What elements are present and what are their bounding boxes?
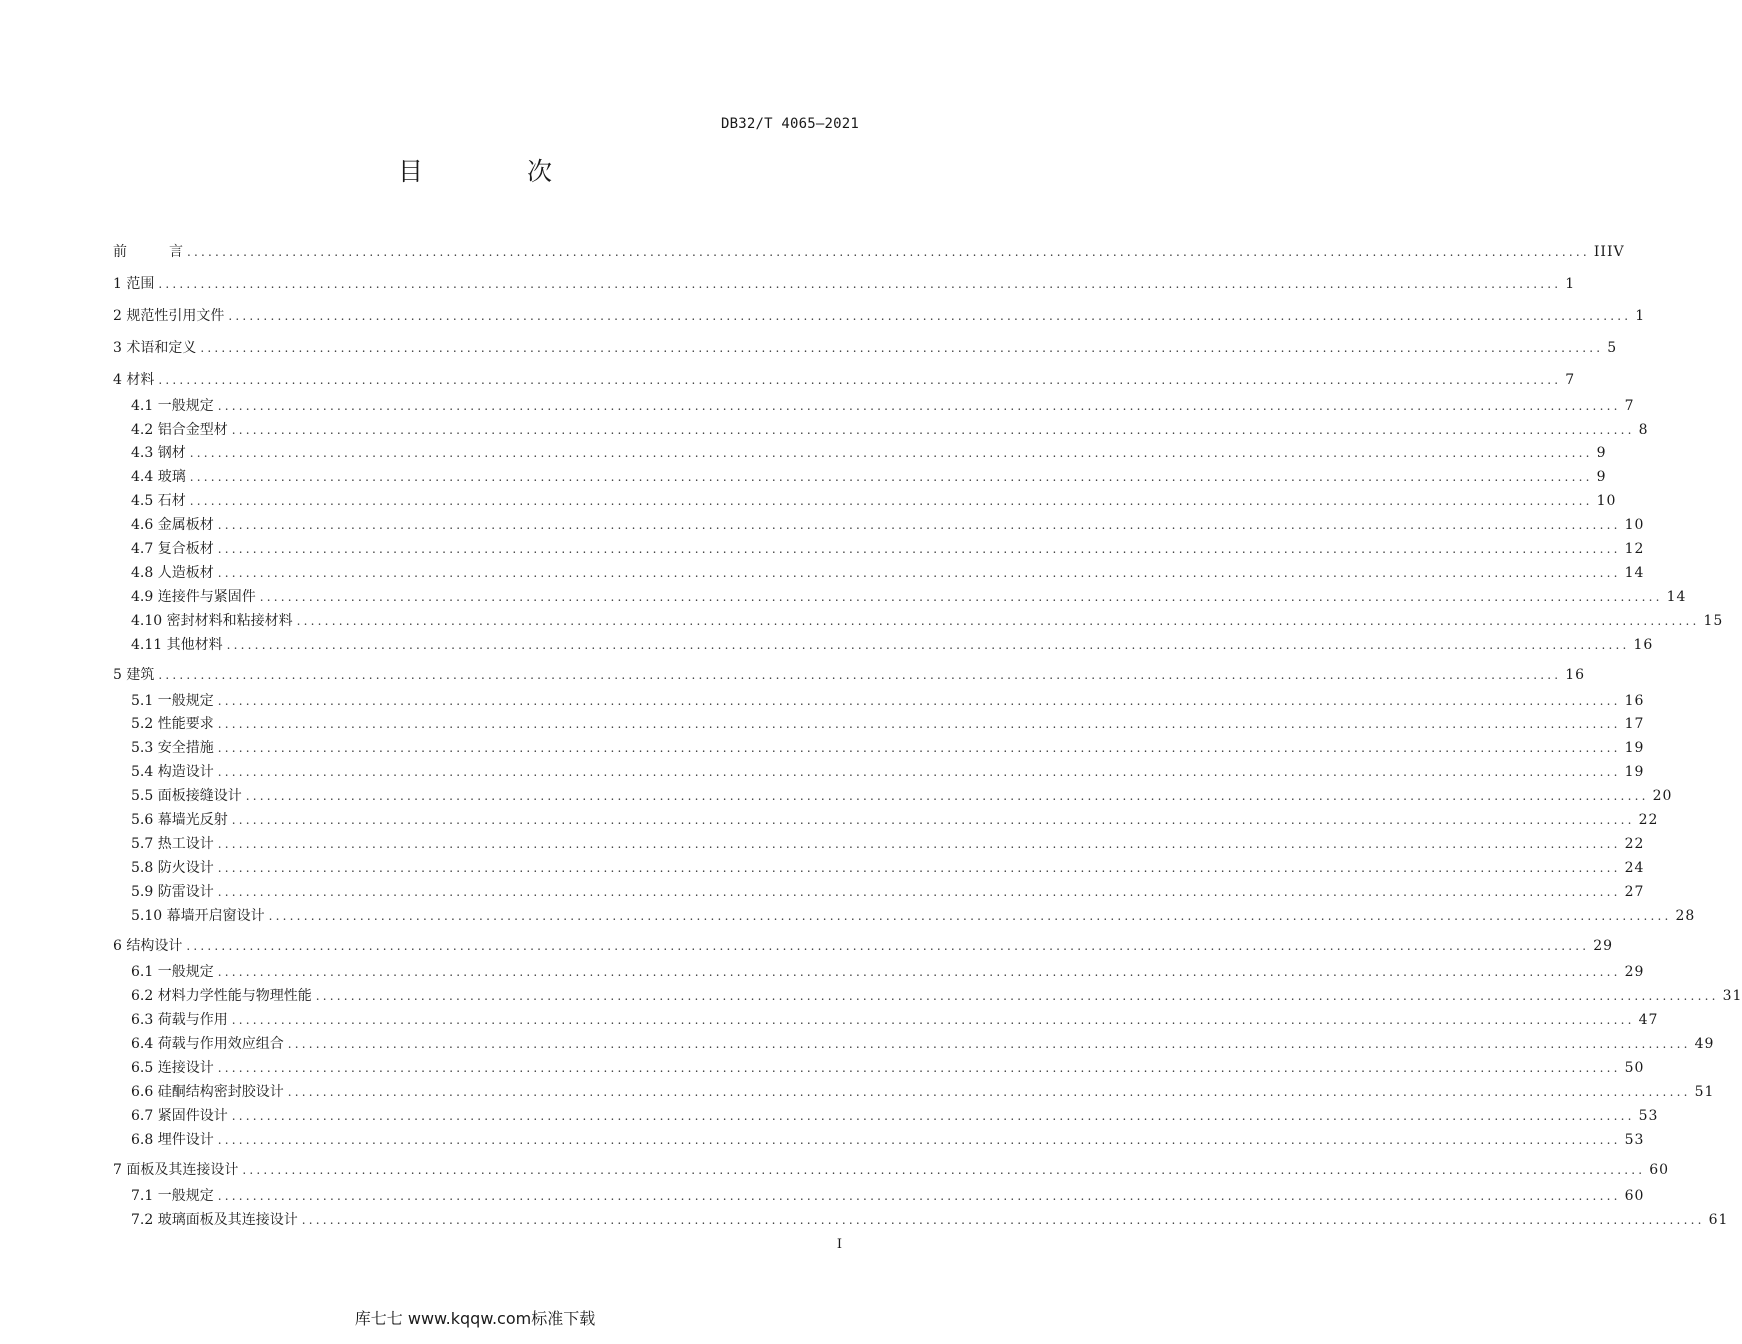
- toc-leader-dots: ........................................................................................................................................................................................................: [301, 1213, 1705, 1227]
- toc-entry-page: 5: [1607, 340, 1618, 356]
- toc-entry-label: 5.3 安全措施: [131, 740, 214, 756]
- toc-entry-page: 14: [1624, 565, 1645, 581]
- toc-leader-dots: ........................................................................................................................................................................................................: [231, 1013, 1635, 1027]
- toc-leader-dots: ........................................................................................................................................................................................................: [231, 1109, 1635, 1123]
- toc-leader-dots: ........................................................................................................................................................................................................: [245, 789, 1649, 803]
- toc-entry-page: 7: [1565, 372, 1576, 388]
- toc-entry-label: 6.3 荷载与作用: [131, 1012, 228, 1028]
- toc-entry-page: 60: [1649, 1162, 1670, 1178]
- toc-entry-page: 19: [1624, 740, 1645, 756]
- toc-entry[interactable]: [0, 562, 1645, 584]
- toc-entry[interactable]: [0, 833, 1645, 855]
- toc-entry-page: 17: [1624, 716, 1645, 732]
- toc-leader-dots: ........................................................................................................................................................................................................: [187, 245, 1590, 259]
- toc-leader-dots: ........................................................................................................................................................................................................: [217, 765, 1621, 779]
- toc-leader-dots: ........................................................................................................................................................................................................: [217, 1189, 1621, 1203]
- toc-entry[interactable]: [0, 490, 1617, 512]
- toc-entry[interactable]: [0, 273, 1576, 295]
- toc-entry[interactable]: [0, 1009, 1659, 1031]
- toc-entry[interactable]: [0, 761, 1645, 783]
- toc-entry-page: 9: [1596, 469, 1607, 485]
- toc-entry-label: 5.9 防雷设计: [131, 884, 214, 900]
- toc-entry-label: 4 材料: [113, 372, 155, 388]
- toc-leader-dots: ........................................................................................................................................................................................................: [217, 885, 1621, 899]
- toc-entry[interactable]: [0, 857, 1645, 879]
- toc-entry-label: 6.7 紧固件设计: [131, 1108, 228, 1124]
- toc-entry-label: 5.1 一般规定: [131, 693, 214, 709]
- toc-entry-label: 7 面板及其连接设计: [113, 1162, 239, 1178]
- toc-entry-page: 31: [1722, 988, 1742, 1004]
- toc-entry[interactable]: [0, 395, 1635, 417]
- toc-leader-dots: ........................................................................................................................................................................................................: [231, 813, 1635, 827]
- toc-entry-page: 61: [1708, 1212, 1729, 1228]
- toc-leader-dots: ........................................................................................................................................................................................................: [158, 277, 1562, 291]
- toc-leader-dots: ........................................................................................................................................................................................................: [217, 694, 1621, 708]
- toc-entry-label: 6.8 埋件设计: [131, 1132, 214, 1148]
- toc-entry-label: 4.10 密封材料和粘接材料: [131, 613, 293, 629]
- toc-entry-label: 4.1 一般规定: [131, 398, 214, 414]
- toc-leader-dots: ........................................................................................................................................................................................................: [217, 717, 1621, 731]
- toc-entry-page: 49: [1694, 1036, 1715, 1052]
- toc-entry-label: 5 建筑: [113, 667, 155, 683]
- toc-entry-page: 47: [1638, 1012, 1659, 1028]
- toc-entry[interactable]: [0, 961, 1645, 983]
- toc-entry-label: 7.1 一般规定: [131, 1188, 214, 1204]
- toc-leader-dots: ........................................................................................................................................................................................................: [268, 909, 1672, 923]
- toc-entry-label: 5.10 幕墙开启窗设计: [131, 908, 265, 924]
- toc-entry-page: 53: [1624, 1132, 1645, 1148]
- toc-entry[interactable]: [0, 1081, 1715, 1103]
- toc-entry-page: 1: [1565, 276, 1576, 292]
- toc-entry[interactable]: [0, 1159, 1670, 1181]
- toc-leader-dots: ........................................................................................................................................................................................................: [217, 837, 1621, 851]
- toc-entry[interactable]: [0, 241, 1625, 263]
- toc-entry-label: 7.2 玻璃面板及其连接设计: [131, 1212, 298, 1228]
- toc-leader-dots: ........................................................................................................................................................................................................: [189, 494, 1593, 508]
- toc-entry-label: 5.2 性能要求: [131, 716, 214, 732]
- toc-entry-page: 14: [1666, 589, 1687, 605]
- toc-entry-page: 22: [1624, 836, 1645, 852]
- toc-entry-page: 22: [1638, 812, 1659, 828]
- toc-leader-dots: ........................................................................................................................................................................................................: [158, 373, 1562, 387]
- page-number: I: [836, 1237, 842, 1252]
- toc-leader-dots: ........................................................................................................................................................................................................: [287, 1037, 1691, 1051]
- toc-entry[interactable]: [0, 664, 1586, 686]
- toc-entry-label: 5.7 热工设计: [131, 836, 214, 852]
- toc-entry[interactable]: [0, 985, 1742, 1007]
- toc-entry[interactable]: [0, 634, 1654, 656]
- toc-entry-page: 19: [1624, 764, 1645, 780]
- toc-entry-label: 5.6 幕墙光反射: [131, 812, 228, 828]
- toc-entry-page: 1: [1635, 308, 1646, 324]
- toc-leader-dots: ........................................................................................................................................................................................................: [287, 1085, 1691, 1099]
- document-code: DB32/T 4065—2021: [720, 116, 859, 132]
- toc-entry[interactable]: [0, 369, 1576, 391]
- toc-leader-dots: ........................................................................................................................................................................................................: [217, 1061, 1621, 1075]
- toc-entry[interactable]: [0, 1033, 1715, 1055]
- toc-entry-page: 15: [1703, 613, 1724, 629]
- toc-entry[interactable]: [0, 337, 1618, 359]
- toc-entry-page: 29: [1593, 938, 1614, 954]
- toc-entry-page: 50: [1624, 1060, 1645, 1076]
- toc-entry-label: 3 术语和定义: [113, 340, 197, 356]
- toc-entry[interactable]: [0, 1129, 1645, 1151]
- toc-entry-page: 10: [1596, 493, 1617, 509]
- toc-leader-dots: ........................................................................................................................................................................................................: [217, 741, 1621, 755]
- toc-entry-page: 12: [1624, 541, 1645, 557]
- toc-leader-dots: ........................................................................................................................................................................................................: [217, 518, 1621, 532]
- toc-entry[interactable]: [0, 905, 1696, 927]
- toc-entry-page: 9: [1596, 445, 1607, 461]
- toc-entry-page: 24: [1624, 860, 1645, 876]
- toc-entry-label: 5.8 防火设计: [131, 860, 214, 876]
- toc-entry[interactable]: [0, 419, 1649, 441]
- toc-leader-dots: ........................................................................................................................................................................................................: [200, 341, 1604, 355]
- toc-entry-page: 7: [1624, 398, 1635, 414]
- toc-entry-label: 5.4 构造设计: [131, 764, 214, 780]
- toc-entry-page: 20: [1652, 788, 1673, 804]
- toc-entry[interactable]: [0, 809, 1659, 831]
- toc-entry[interactable]: [0, 690, 1645, 712]
- toc-entry[interactable]: [0, 785, 1673, 807]
- toc-entry[interactable]: [0, 466, 1607, 488]
- toc-entry[interactable]: [0, 1209, 1729, 1231]
- toc-entry-page: 29: [1624, 964, 1645, 980]
- footer-watermark: 库七七 www.kqqw.com标准下载: [354, 1309, 596, 1328]
- toc-entry-label: 6.1 一般规定: [131, 964, 214, 980]
- toc-entry-page: 51: [1694, 1084, 1715, 1100]
- toc-leader-dots: ........................................................................................................................................................................................................: [217, 965, 1621, 979]
- toc-entry-label: 4.7 复合板材: [131, 541, 214, 557]
- toc-entry-page: 16: [1624, 693, 1645, 709]
- toc-leader-dots: ........................................................................................................................................................................................................: [217, 566, 1621, 580]
- toc-entry-label: 6 结构设计: [113, 938, 183, 954]
- toc-leader-dots: ........................................................................................................................................................................................................: [217, 861, 1621, 875]
- toc-entry-label: 5.5 面板接缝设计: [131, 788, 242, 804]
- toc-entry-page: 27: [1624, 884, 1645, 900]
- toc-leader-dots: ........................................................................................................................................................................................................: [231, 423, 1635, 437]
- toc-entry[interactable]: [0, 610, 1724, 632]
- toc-entry-label: 4.4 玻璃: [131, 469, 186, 485]
- toc-leader-dots: ........................................................................................................................................................................................................: [186, 939, 1590, 953]
- toc-entry-page: 53: [1638, 1108, 1659, 1124]
- toc-entry[interactable]: [0, 1105, 1659, 1127]
- toc-entry-label: 6.4 荷载与作用效应组合: [131, 1036, 284, 1052]
- toc-leader-dots: ........................................................................................................................................................................................................: [158, 668, 1562, 682]
- toc-entry[interactable]: [0, 514, 1645, 536]
- toc-entry-page: IIIV: [1593, 244, 1625, 260]
- toc-entry-label: 2 规范性引用文件: [113, 308, 225, 324]
- toc-entry-label: 4.9 连接件与紧固件: [131, 589, 256, 605]
- toc-leader-dots: ........................................................................................................................................................................................................: [228, 309, 1632, 323]
- toc-entry-label: 1 范围: [113, 276, 155, 292]
- toc-entry[interactable]: [0, 935, 1614, 957]
- toc-entry-label: 4.8 人造板材: [131, 565, 214, 581]
- toc-leader-dots: ........................................................................................................................................................................................................: [226, 638, 1630, 652]
- toc-leader-dots: ........................................................................................................................................................................................................: [242, 1163, 1646, 1177]
- toc-entry-label: 4.2 铝合金型材: [131, 422, 228, 438]
- toc-entry-label: 4.5 石材: [131, 493, 186, 509]
- toc-entry-page: 8: [1638, 422, 1649, 438]
- toc-entry[interactable]: [0, 737, 1645, 759]
- toc-entry[interactable]: [0, 442, 1607, 464]
- toc-entry-page: 28: [1675, 908, 1696, 924]
- toc-entry-label: 6.5 连接设计: [131, 1060, 214, 1076]
- page-title: 目 次: [398, 157, 600, 186]
- toc-leader-dots: ........................................................................................................................................................................................................: [217, 542, 1621, 556]
- toc-leader-dots: ........................................................................................................................................................................................................: [217, 1133, 1621, 1147]
- toc-entry-page: 10: [1624, 517, 1645, 533]
- toc-entry[interactable]: [0, 1185, 1645, 1207]
- toc-entry[interactable]: [0, 305, 1646, 327]
- toc-leader-dots: ........................................................................................................................................................................................................: [296, 614, 1700, 628]
- toc-entry-label: 4.3 钢材: [131, 445, 186, 461]
- toc-entry[interactable]: [0, 1057, 1645, 1079]
- toc-entry-label: 4.11 其他材料: [131, 637, 223, 653]
- toc-entry[interactable]: [0, 881, 1645, 903]
- toc-leader-dots: ........................................................................................................................................................................................................: [217, 399, 1621, 413]
- toc-entry-label: 6.2 材料力学性能与物理性能: [131, 988, 312, 1004]
- toc-entry-label: 4.6 金属板材: [131, 517, 214, 533]
- toc-entry[interactable]: [0, 713, 1645, 735]
- toc-entry[interactable]: [0, 586, 1687, 608]
- toc-leader-dots: ........................................................................................................................................................................................................: [315, 989, 1719, 1003]
- toc-leader-dots: ........................................................................................................................................................................................................: [189, 446, 1593, 460]
- toc-entry-label: 6.6 硅酮结构密封胶设计: [131, 1084, 284, 1100]
- toc-entry-label: 前 言: [113, 244, 183, 260]
- toc-entry-page: 16: [1565, 667, 1586, 683]
- toc-entry[interactable]: [0, 538, 1645, 560]
- toc-entry-page: 60: [1624, 1188, 1645, 1204]
- toc-entry-page: 16: [1633, 637, 1654, 653]
- toc-leader-dots: ........................................................................................................................................................................................................: [189, 470, 1593, 484]
- toc-leader-dots: ........................................................................................................................................................................................................: [259, 590, 1663, 604]
